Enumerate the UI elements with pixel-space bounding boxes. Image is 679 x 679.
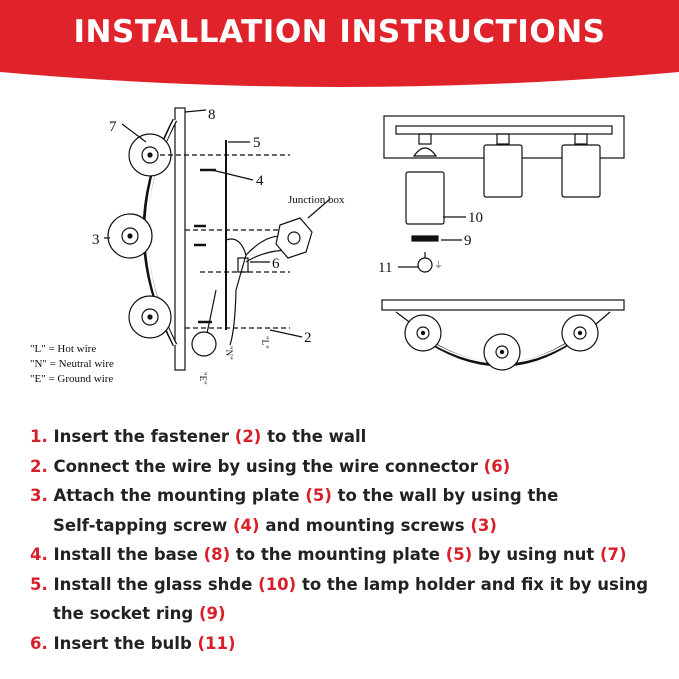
step-text: Install the base <box>53 545 204 564</box>
part-ref: (5) <box>445 545 473 564</box>
wire-end-detail <box>192 332 216 356</box>
junction-box-label: Junction box <box>288 194 345 206</box>
base-plate <box>175 108 185 370</box>
step-number: 1. <box>30 427 48 446</box>
socket-ring <box>412 236 438 241</box>
step-text: to the mounting plate <box>230 545 446 564</box>
step-text: Install the glass shde <box>53 574 259 594</box>
wire-tag-e: "E" <box>198 372 208 385</box>
callout-10: 10 <box>468 210 483 226</box>
step-text: Connect the wire by using the wire connector <box>53 456 484 476</box>
step-number: 2. <box>30 456 48 476</box>
callout-3: 3 <box>92 232 100 248</box>
step-number: 6. <box>30 633 48 653</box>
part-ref: (5) <box>305 486 332 505</box>
part-ref: (11) <box>197 633 236 653</box>
part-ref: (4) <box>233 515 260 535</box>
step-text: to the wall by using the <box>331 486 559 505</box>
callout-4: 4 <box>256 173 264 189</box>
step-5-continued <box>30 599 670 629</box>
step-text: the socket ring <box>53 604 199 623</box>
top-base-plate <box>382 300 624 310</box>
part-ref: (2) <box>234 427 262 446</box>
step-text: to the wall <box>261 427 367 446</box>
page-title: INSTALLATION INSTRUCTIONS <box>73 14 606 50</box>
glass-shade-exploded <box>406 172 444 224</box>
screws <box>194 170 216 322</box>
wire-tag-l: "L" <box>260 336 270 349</box>
callout-6: 6 <box>272 256 280 272</box>
top-socket-left <box>405 315 441 351</box>
glass-shade-middle <box>484 145 522 197</box>
step-text: by using nut <box>472 545 601 564</box>
part-ref: (6) <box>483 456 511 476</box>
step-6 <box>30 629 670 659</box>
top-socket-right <box>562 315 598 351</box>
step-text: Self-tapping screw <box>53 515 233 535</box>
legend <box>30 343 114 385</box>
wires <box>205 236 290 345</box>
step-text: and mounting screws <box>259 515 471 535</box>
instruction-steps <box>30 422 670 658</box>
callout-9: 9 <box>464 233 472 249</box>
installation-diagram <box>0 92 679 410</box>
step-3-continued <box>30 511 670 541</box>
junction-box <box>276 218 312 258</box>
callout-11: 11 <box>378 260 393 276</box>
step-4 <box>30 540 670 570</box>
step-3 <box>30 481 670 511</box>
top-socket-middle <box>484 334 520 370</box>
bulb-icon: ⏚ <box>434 260 444 270</box>
step-number: 5. <box>30 574 48 594</box>
step-number: 3. <box>30 486 48 505</box>
part-ref: (8) <box>203 545 231 564</box>
legend-ground-wire: "E" = Ground wire <box>30 373 114 385</box>
front-view <box>384 116 624 272</box>
glass-shade-right <box>562 145 600 197</box>
part-ref: (3) <box>470 515 497 535</box>
step-2 <box>30 452 670 482</box>
side-socket-bottom <box>129 296 171 338</box>
wire-tag-n: "N" <box>224 346 234 360</box>
step-text: Attach the mounting plate <box>53 486 306 505</box>
part-ref: (9) <box>198 604 226 623</box>
legend-hot-wire: "L" = Hot wire <box>30 343 97 355</box>
step-text: Insert the bulb <box>53 633 198 653</box>
callout-5: 5 <box>253 135 261 151</box>
side-socket-middle <box>108 214 152 258</box>
step-text: Insert the fastener <box>53 427 235 446</box>
part-ref: (7) <box>600 545 627 564</box>
part-ref: (10) <box>258 574 297 594</box>
callout-7: 7 <box>109 119 117 135</box>
step-5 <box>30 570 670 600</box>
top-view <box>382 300 624 370</box>
bulb <box>418 252 432 272</box>
legend-neutral-wire: "N" = Neutral wire <box>30 358 114 370</box>
callout-2: 2 <box>304 330 312 346</box>
step-1 <box>30 422 670 452</box>
step-text: to the lamp holder and fix it by using <box>296 574 649 594</box>
step-number: 4. <box>30 545 48 564</box>
callout-8: 8 <box>208 107 216 123</box>
